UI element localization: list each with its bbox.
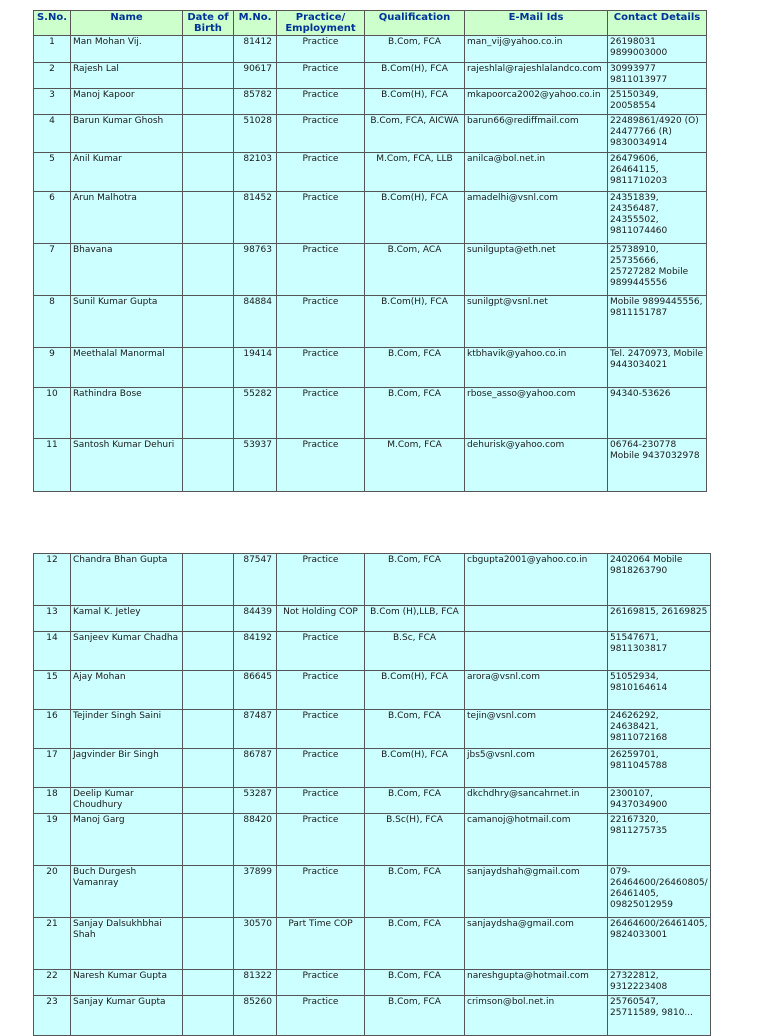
cell-contact: 22489861/4920 (O) 24477766 (R) 9830034914 [608, 115, 707, 153]
cell-email [465, 632, 608, 671]
cell-contact: 30993977 9811013977 [608, 63, 707, 89]
table-row [34, 63, 707, 89]
cell-practice: Practice [277, 554, 365, 606]
cell-dob [183, 970, 234, 996]
members-table-block-2 [33, 553, 711, 1036]
cell-practice: Part Time COP [277, 918, 365, 970]
cell-email: cbgupta2001@yahoo.co.in [465, 554, 608, 606]
cell-email: man_vij@yahoo.co.in [465, 36, 608, 63]
cell-practice: Practice [277, 970, 365, 996]
cell-qualification: B.Com(H), FCA [365, 63, 465, 89]
cell-name: Barun Kumar Ghosh [71, 115, 183, 153]
cell-email: amadelhi@vsnl.com [465, 192, 608, 244]
header-email: E-Mail Ids [465, 11, 608, 36]
cell-email: rbose_asso@yahoo.com [465, 388, 608, 439]
cell-qualification: M.Com, FCA [365, 439, 465, 492]
table-row [34, 814, 711, 866]
cell-practice: Practice [277, 63, 365, 89]
cell-name: Sanjay Kumar Gupta [71, 996, 183, 1036]
cell-dob [183, 996, 234, 1036]
cell-sno: 11 [34, 439, 71, 492]
cell-mno: 19414 [234, 348, 277, 388]
cell-dob [183, 710, 234, 749]
cell-email: sanjaydsha@gmail.com [465, 918, 608, 970]
cell-dob [183, 36, 234, 63]
cell-name: Kamal K. Jetley [71, 606, 183, 632]
table-row [34, 388, 707, 439]
cell-dob [183, 115, 234, 153]
table-row [34, 918, 711, 970]
cell-name: Rajesh Lal [71, 63, 183, 89]
cell-qualification: B.Sc(H), FCA [365, 814, 465, 866]
members-table-block-1 [33, 10, 707, 492]
table-row [34, 606, 711, 632]
cell-contact: 26479606, 26464115, 9811710203 [608, 153, 707, 192]
cell-qualification: B.Com (H),LLB, FCA [365, 606, 465, 632]
cell-dob [183, 192, 234, 244]
cell-mno: 85260 [234, 996, 277, 1036]
cell-email: dkchdhry@sancahrnet.in [465, 788, 608, 814]
cell-practice: Practice [277, 996, 365, 1036]
cell-name: Bhavana [71, 244, 183, 296]
cell-contact: 94340-53626 [608, 388, 707, 439]
cell-name: Buch Durgesh Vamanray [71, 866, 183, 918]
cell-name: Sanjeev Kumar Chadha [71, 632, 183, 671]
cell-email: mkapoorca2002@yahoo.co.in [465, 89, 608, 115]
cell-practice: Practice [277, 36, 365, 63]
cell-contact: 25760547, 25711589, 9810... [608, 996, 711, 1036]
cell-dob [183, 348, 234, 388]
cell-mno: 86645 [234, 671, 277, 710]
cell-name: Manoj Kapoor [71, 89, 183, 115]
cell-contact: 51547671, 9811303817 [608, 632, 711, 671]
header-name: Name [71, 11, 183, 36]
table-row [34, 671, 711, 710]
cell-email: arora@vsnl.com [465, 671, 608, 710]
cell-dob [183, 814, 234, 866]
header-contact: Contact Details [608, 11, 707, 36]
cell-name: Manoj Garg [71, 814, 183, 866]
cell-dob [183, 671, 234, 710]
table-row [34, 554, 711, 606]
cell-sno: 2 [34, 63, 71, 89]
table-row [34, 36, 707, 63]
cell-qualification: B.Com(H), FCA [365, 296, 465, 348]
cell-practice: Practice [277, 153, 365, 192]
cell-name: Anil Kumar [71, 153, 183, 192]
cell-email [465, 606, 608, 632]
cell-sno: 13 [34, 606, 71, 632]
table-row [34, 115, 707, 153]
cell-contact: 22167320, 9811275735 [608, 814, 711, 866]
cell-name: Tejinder Singh Saini [71, 710, 183, 749]
cell-sno: 22 [34, 970, 71, 996]
cell-mno: 55282 [234, 388, 277, 439]
cell-mno: 81322 [234, 970, 277, 996]
cell-practice: Practice [277, 388, 365, 439]
header-sno: S.No. [34, 11, 71, 36]
cell-contact: 26198031 9899003000 [608, 36, 707, 63]
cell-name: Meethalal Manormal [71, 348, 183, 388]
cell-qualification: B.Com, FCA [365, 348, 465, 388]
table-row [34, 192, 707, 244]
table-row [34, 89, 707, 115]
cell-practice: Practice [277, 814, 365, 866]
cell-sno: 16 [34, 710, 71, 749]
cell-practice: Practice [277, 115, 365, 153]
cell-sno: 5 [34, 153, 71, 192]
cell-qualification: B.Sc, FCA [365, 632, 465, 671]
cell-mno: 84884 [234, 296, 277, 348]
cell-dob [183, 89, 234, 115]
table-row [34, 296, 707, 348]
cell-mno: 90617 [234, 63, 277, 89]
cell-email: sunilgupta@eth.net [465, 244, 608, 296]
cell-sno: 12 [34, 554, 71, 606]
header-row [34, 11, 707, 36]
cell-practice: Practice [277, 866, 365, 918]
cell-email: dehurisk@yahoo.com [465, 439, 608, 492]
cell-contact: 079-26464600/26460805/ 26461405, 09825012959 [608, 866, 711, 918]
cell-contact: 25738910, 25735666, 25727282 Mobile 9899445556 [608, 244, 707, 296]
cell-name: Man Mohan Vij. [71, 36, 183, 63]
cell-dob [183, 749, 234, 788]
cell-mno: 81412 [234, 36, 277, 63]
cell-qualification: B.Com, FCA, AICWA [365, 115, 465, 153]
cell-email: tejin@vsnl.com [465, 710, 608, 749]
cell-sno: 15 [34, 671, 71, 710]
cell-qualification: B.Com, FCA [365, 996, 465, 1036]
cell-qualification: B.Com, FCA [365, 866, 465, 918]
cell-practice: Not Holding COP [277, 606, 365, 632]
cell-practice: Practice [277, 749, 365, 788]
cell-dob [183, 296, 234, 348]
table-row [34, 348, 707, 388]
table-row [34, 788, 711, 814]
cell-sno: 7 [34, 244, 71, 296]
cell-dob [183, 632, 234, 671]
cell-mno: 87547 [234, 554, 277, 606]
cell-mno: 30570 [234, 918, 277, 970]
cell-mno: 82103 [234, 153, 277, 192]
cell-qualification: B.Com, FCA [365, 918, 465, 970]
header-practice: Practice/ Employment [277, 11, 365, 36]
cell-contact: 26464600/26461405, 9824033001 [608, 918, 711, 970]
cell-practice: Practice [277, 788, 365, 814]
cell-practice: Practice [277, 671, 365, 710]
cell-contact: 06764-230778 Mobile 9437032978 [608, 439, 707, 492]
cell-sno: 20 [34, 866, 71, 918]
cell-contact: 24351839, 24356487, 24355502, 9811074460 [608, 192, 707, 244]
header-dob: Date of Birth [183, 11, 234, 36]
table-row [34, 710, 711, 749]
cell-name: Arun Malhotra [71, 192, 183, 244]
cell-qualification: B.Com, FCA [365, 970, 465, 996]
cell-qualification: B.Com(H), FCA [365, 89, 465, 115]
cell-qualification: B.Com, FCA [365, 388, 465, 439]
cell-mno: 84439 [234, 606, 277, 632]
cell-contact: 27322812, 9312223408 [608, 970, 711, 996]
cell-dob [183, 866, 234, 918]
table-row [34, 153, 707, 192]
cell-practice: Practice [277, 244, 365, 296]
cell-sno: 17 [34, 749, 71, 788]
table-row [34, 970, 711, 996]
cell-mno: 98763 [234, 244, 277, 296]
cell-email: barun66@rediffmail.com [465, 115, 608, 153]
table-row [34, 632, 711, 671]
cell-dob [183, 153, 234, 192]
cell-mno: 51028 [234, 115, 277, 153]
cell-name: Naresh Kumar Gupta [71, 970, 183, 996]
cell-mno: 87487 [234, 710, 277, 749]
cell-practice: Practice [277, 348, 365, 388]
cell-contact: 26169815, 26169825 [608, 606, 711, 632]
cell-qualification: B.Com(H), FCA [365, 749, 465, 788]
cell-email: sunilgpt@vsnl.net [465, 296, 608, 348]
cell-contact: 2402064 Mobile 9818263790 [608, 554, 711, 606]
cell-sno: 23 [34, 996, 71, 1036]
cell-mno: 81452 [234, 192, 277, 244]
cell-email: jbs5@vsnl.com [465, 749, 608, 788]
table-row [34, 996, 711, 1036]
cell-sno: 18 [34, 788, 71, 814]
cell-practice: Practice [277, 89, 365, 115]
cell-email: rajeshlal@rajeshlalandco.com [465, 63, 608, 89]
cell-practice: Practice [277, 439, 365, 492]
cell-dob [183, 244, 234, 296]
cell-practice: Practice [277, 710, 365, 749]
cell-mno: 37899 [234, 866, 277, 918]
header-qualification: Qualification [365, 11, 465, 36]
cell-dob [183, 554, 234, 606]
cell-email: nareshgupta@hotmail.com [465, 970, 608, 996]
cell-email: crimson@bol.net.in [465, 996, 608, 1036]
cell-contact: 24626292, 24638421, 9811072168 [608, 710, 711, 749]
cell-sno: 8 [34, 296, 71, 348]
cell-dob [183, 63, 234, 89]
cell-dob [183, 788, 234, 814]
cell-mno: 85782 [234, 89, 277, 115]
table-row [34, 439, 707, 492]
cell-name: Sunil Kumar Gupta [71, 296, 183, 348]
cell-contact: 25150349, 20058554 [608, 89, 707, 115]
cell-practice: Practice [277, 192, 365, 244]
cell-name: Chandra Bhan Gupta [71, 554, 183, 606]
cell-sno: 9 [34, 348, 71, 388]
cell-qualification: M.Com, FCA, LLB [365, 153, 465, 192]
cell-dob [183, 388, 234, 439]
header-mno: M.No. [234, 11, 277, 36]
cell-qualification: B.Com(H), FCA [365, 192, 465, 244]
cell-practice: Practice [277, 296, 365, 348]
cell-contact: 26259701, 9811045788 [608, 749, 711, 788]
cell-dob [183, 439, 234, 492]
cell-mno: 86787 [234, 749, 277, 788]
cell-email: ktbhavik@yahoo.co.in [465, 348, 608, 388]
cell-name: Jagvinder Bir Singh [71, 749, 183, 788]
cell-contact: Tel. 2470973, Mobile 9443034021 [608, 348, 707, 388]
cell-name: Deelip Kumar Choudhury [71, 788, 183, 814]
cell-dob [183, 918, 234, 970]
cell-sno: 10 [34, 388, 71, 439]
cell-name: Rathindra Bose [71, 388, 183, 439]
cell-dob [183, 606, 234, 632]
cell-mno: 88420 [234, 814, 277, 866]
cell-mno: 84192 [234, 632, 277, 671]
cell-qualification: B.Com(H), FCA [365, 671, 465, 710]
cell-name: Santosh Kumar Dehuri [71, 439, 183, 492]
cell-sno: 1 [34, 36, 71, 63]
cell-sno: 6 [34, 192, 71, 244]
cell-email: camanoj@hotmail.com [465, 814, 608, 866]
cell-name: Sanjay Dalsukhbhai Shah [71, 918, 183, 970]
cell-sno: 4 [34, 115, 71, 153]
cell-email: sanjaydshah@gmail.com [465, 866, 608, 918]
table-row [34, 866, 711, 918]
cell-contact: Mobile 9899445556, 9811151787 [608, 296, 707, 348]
cell-contact: 2300107, 9437034900 [608, 788, 711, 814]
cell-practice: Practice [277, 632, 365, 671]
cell-sno: 19 [34, 814, 71, 866]
cell-qualification: B.Com, FCA [365, 554, 465, 606]
cell-name: Ajay Mohan [71, 671, 183, 710]
table-row [34, 244, 707, 296]
cell-qualification: B.Com, FCA [365, 788, 465, 814]
cell-email: anilca@bol.net.in [465, 153, 608, 192]
cell-sno: 3 [34, 89, 71, 115]
cell-mno: 53287 [234, 788, 277, 814]
cell-sno: 21 [34, 918, 71, 970]
cell-sno: 14 [34, 632, 71, 671]
cell-qualification: B.Com, FCA [365, 36, 465, 63]
cell-qualification: B.Com, ACA [365, 244, 465, 296]
table-row [34, 749, 711, 788]
cell-qualification: B.Com, FCA [365, 710, 465, 749]
cell-mno: 53937 [234, 439, 277, 492]
cell-contact: 51052934, 9810164614 [608, 671, 711, 710]
